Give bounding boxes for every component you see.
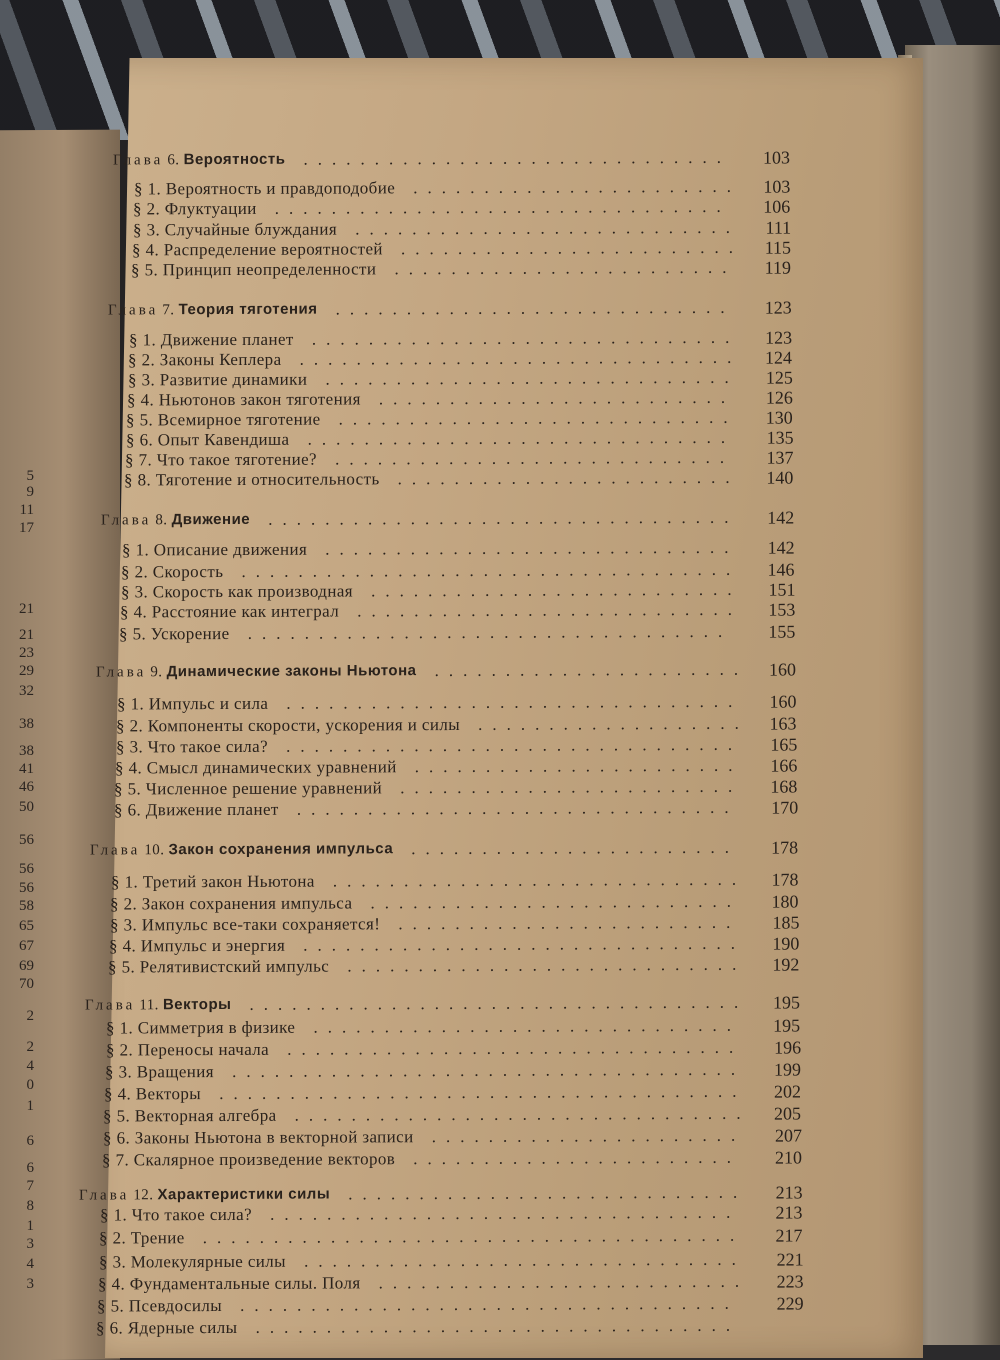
page-number: 142 [734, 506, 794, 528]
chapter-number: 11. [135, 997, 163, 1013]
page-number: 192 [740, 953, 800, 975]
left-margin-number: 38 [19, 743, 34, 760]
section-title: § 4. Векторы [104, 1083, 201, 1105]
chapter-title [113, 149, 286, 172]
chapter-prefix: Глава [90, 842, 140, 858]
chapter-name: Теория тяготения [179, 301, 318, 319]
page-number: 217 [743, 1224, 803, 1246]
page-number: 170 [738, 797, 798, 819]
left-margin-number: 65 [19, 918, 34, 935]
page-number: 180 [739, 890, 799, 912]
page-number: 151 [735, 579, 795, 601]
chapter-number: 12. [129, 1187, 157, 1203]
chapter-prefix: Глава [108, 302, 158, 318]
chapter-number: 7. [158, 302, 178, 318]
page-number: 124 [732, 347, 792, 369]
dot-leader: ........................ [395, 257, 737, 280]
page-number: 160 [736, 658, 796, 680]
section-title: § 2. Законы Кеплера [128, 349, 282, 372]
dot-leader: ............................ [339, 407, 738, 431]
page-number: 119 [731, 257, 791, 279]
page-number: 103 [730, 147, 790, 169]
dot-leader: ................................. [270, 1202, 740, 1226]
chapter-title [101, 509, 250, 532]
page-number: 207 [742, 1124, 802, 1146]
page-number: 115 [731, 237, 791, 259]
section-title: § 5. Векторная алгебра [103, 1105, 277, 1128]
section-title: § 5. Численное решение уравнений [114, 777, 382, 800]
page-number: 213 [742, 1181, 802, 1203]
dot-leader: .......................... [371, 891, 742, 915]
page-number: 130 [733, 407, 793, 429]
left-margin-number: 2 [27, 1039, 35, 1056]
section-title: § 1. Описание движения [122, 539, 307, 562]
dot-leader: .................................. [248, 621, 733, 645]
dot-leader: ............................ [348, 1182, 747, 1206]
section-title: § 2. Компоненты скорости, ускорения и силы [116, 714, 460, 738]
dot-leader: ........................ [401, 237, 743, 260]
toc-section-row [96, 1314, 804, 1339]
dot-leader: ............................. [333, 869, 746, 893]
toc-chapter-row [96, 658, 796, 683]
chapter-prefix: Глава [79, 1187, 129, 1203]
dot-leader: .............................. [303, 147, 731, 171]
page-number: 137 [734, 447, 794, 469]
dot-leader: ............................ [336, 297, 735, 321]
left-margin-number: 56 [19, 861, 34, 878]
left-margin-number: 58 [19, 898, 34, 915]
left-margin-number: 32 [19, 683, 34, 700]
dot-leader: ........................... [355, 217, 740, 241]
toc-section-row [106, 1014, 800, 1039]
chapter-number: 9. [146, 664, 166, 680]
page-number: 165 [737, 734, 797, 756]
section-title: § 4. Распределение вероятностей [132, 238, 383, 261]
chapter-title [90, 838, 393, 861]
section-title: § 4. Смысл динамических уравнений [115, 756, 397, 779]
dot-leader: ....................... [415, 755, 743, 778]
toc-section-row [114, 797, 798, 822]
page-number: 123 [732, 327, 792, 349]
toc-section-row [103, 1124, 802, 1149]
section-title: § 6. Движение планет [114, 799, 279, 822]
page-number: 223 [743, 1270, 803, 1292]
chapter-name: Закон сохранения импульса [169, 840, 394, 858]
page-number: 221 [743, 1248, 803, 1270]
dot-leader: ................................ [286, 691, 742, 715]
chapter-name: Движение [172, 511, 251, 528]
section-title: § 1. Вероятность и правдоподобие [134, 177, 395, 200]
toc-section-row [119, 621, 795, 646]
dot-leader: ....................... [411, 837, 739, 860]
toc-section-row [131, 257, 791, 282]
section-title: § 3. Что такое сила? [116, 736, 268, 759]
section-title: § 3. Импульс все-таки сохраняется! [110, 913, 380, 936]
dot-leader: ........................ [398, 467, 740, 490]
section-title: § 5. Псевдосилы [97, 1295, 222, 1318]
left-margin-number: 5 [27, 468, 35, 485]
dot-leader: ...................................... [203, 1225, 745, 1249]
dot-leader: ........................... [357, 599, 742, 623]
left-margin-number: 1 [27, 1098, 35, 1115]
section-title: § 5. Всемирное тяготение [126, 409, 321, 432]
dot-leader: ................................... [240, 1293, 739, 1317]
chapter-prefix: Глава [85, 997, 135, 1013]
page-number: 111 [731, 217, 791, 239]
dot-leader: .............................. [314, 1015, 742, 1039]
page-number: 146 [735, 559, 795, 581]
page-number: 126 [733, 387, 793, 409]
left-margin-number: 29 [19, 663, 34, 680]
section-title: § 2. Закон сохранения импульса [110, 892, 352, 915]
dot-leader: ................... [478, 713, 749, 736]
section-title: § 4. Ньютонов закон тяготения [127, 388, 361, 411]
chapter-number: 10. [140, 842, 168, 858]
left-margin-number: 70 [19, 976, 34, 993]
toc-section-row [111, 869, 799, 894]
dot-leader: ....................... [413, 1147, 741, 1170]
chapter-prefix: Глава [101, 512, 151, 528]
chapter-title [108, 299, 318, 322]
dot-leader: .................................. [256, 1315, 741, 1339]
toc-section-row [104, 1080, 801, 1105]
section-title: § 2. Флуктуации [133, 198, 257, 221]
dot-leader: .......................... [371, 579, 742, 603]
chapter-name: Динамические законы Ньютона [167, 662, 417, 680]
dot-leader: .......................... [378, 1271, 749, 1295]
page-number: 195 [740, 1014, 800, 1036]
left-margin-number: 4 [27, 1256, 35, 1273]
left-margin-number: 9 [27, 484, 35, 501]
chapter-number: 8. [151, 512, 171, 528]
toc-chapter-row [90, 836, 798, 861]
section-title: § 7. Скалярное произведение векторов [102, 1148, 395, 1171]
left-margin-number: 2 [27, 1008, 35, 1025]
left-margin-number: 41 [19, 761, 34, 778]
left-margin-number: 17 [19, 520, 34, 537]
left-margin-number: 11 [20, 502, 34, 519]
page-number: 123 [732, 297, 792, 319]
section-title: § 6. Опыт Кавендиша [126, 429, 290, 452]
page-number: 168 [737, 776, 797, 798]
toc-section-row [100, 1201, 803, 1226]
chapter-name: Векторы [163, 996, 232, 1013]
page-number: 163 [737, 713, 797, 735]
dot-leader: ....................... [413, 176, 741, 199]
page-number: 155 [736, 621, 796, 643]
page-number: 178 [738, 836, 798, 858]
left-margin-number: 21 [19, 627, 34, 644]
left-margin-number: 21 [19, 601, 34, 618]
section-title: § 2. Трение [99, 1227, 185, 1249]
section-title: § 1. Третий закон Ньютона [111, 871, 315, 894]
section-title: § 3. Вращения [105, 1061, 214, 1083]
section-title: § 3. Молекулярные силы [99, 1251, 286, 1274]
left-margin-number: 1 [27, 1218, 35, 1235]
section-title: § 6. Ядерные силы [96, 1317, 238, 1340]
dot-leader: ...................... [431, 1125, 745, 1148]
page-number: 142 [735, 537, 795, 559]
page-number: 160 [736, 691, 796, 713]
chapter-prefix: Глава [113, 152, 163, 168]
section-title: § 3. Случайные блуждания [133, 219, 337, 242]
page-number: 125 [733, 367, 793, 389]
dot-leader: ............................... [300, 347, 742, 371]
dot-leader: ................................. [268, 507, 738, 531]
page-number: 196 [741, 1036, 801, 1058]
dot-leader: ................................ [287, 1037, 743, 1061]
dot-leader: ........................ [398, 912, 740, 935]
section-title: § 1. Движение планет [129, 329, 294, 352]
section-title: § 5. Релятивистский импульс [108, 956, 329, 979]
left-margin-number: 46 [19, 779, 34, 796]
toc-chapter-row [101, 506, 794, 531]
dot-leader: ............................. [325, 537, 738, 561]
section-title: § 6. Законы Ньютона в векторной записи [103, 1126, 414, 1149]
page-number: 106 [731, 196, 791, 218]
left-margin-number: 7 [27, 1178, 35, 1195]
toc-section-row [99, 1224, 803, 1249]
toc-section-row [108, 953, 799, 978]
dot-leader: ...................... [435, 659, 749, 682]
page-number: 178 [739, 869, 799, 891]
page-number: 140 [734, 467, 794, 489]
page-number: 199 [741, 1058, 801, 1080]
left-margin-number: 56 [19, 832, 34, 849]
toc-chapter-row [108, 297, 792, 322]
dot-leader: ............................ [335, 447, 734, 471]
left-margin-number: 8 [27, 1198, 35, 1215]
dot-leader: ................................ [275, 196, 731, 220]
section-title: § 4. Фундаментальные силы. Поля [98, 1272, 361, 1295]
toc-section-row [105, 1058, 801, 1083]
toc-section-row [106, 1036, 801, 1061]
toc-chapter-row [85, 991, 800, 1016]
chapter-prefix: Глава [96, 664, 146, 680]
page-number: 205 [741, 1102, 801, 1124]
dot-leader: .................................... [232, 1059, 745, 1083]
section-title: § 1. Импульс и сила [117, 693, 268, 716]
chapter-title [96, 660, 417, 683]
page-number: 190 [739, 932, 799, 954]
dot-leader: ............................ [348, 954, 747, 978]
page-number: 229 [744, 1292, 804, 1314]
dot-leader: ......................... [379, 387, 735, 411]
left-margin-number: 0 [27, 1077, 35, 1094]
dot-leader: ................................ [286, 734, 742, 758]
left-margin-number: 69 [19, 958, 34, 975]
page-number: 166 [737, 755, 797, 777]
page-number: 135 [733, 427, 793, 449]
left-margin-number: 23 [19, 645, 34, 662]
section-title: § 4. Расстояние как интеграл [120, 601, 339, 624]
left-margin-number: 67 [19, 938, 34, 955]
page-number: 202 [741, 1080, 801, 1102]
page-number: 185 [739, 911, 799, 933]
toc-section-row [103, 1102, 801, 1127]
toc-chapter-row [113, 147, 790, 172]
dot-leader: ........................ [400, 776, 742, 799]
dot-leader: .............................. [307, 427, 735, 451]
toc-section-row [117, 691, 797, 716]
left-margin-number: 3 [27, 1276, 35, 1293]
left-margin-number: 56 [19, 880, 34, 897]
section-title: § 3. Развитие динамики [128, 369, 307, 392]
toc-section-row [98, 1270, 804, 1295]
toc-section-row [97, 1292, 804, 1317]
dot-leader: ............................... [296, 797, 738, 821]
dot-leader: .............................. [312, 327, 740, 351]
section-title: § 5. Принцип неопределенности [131, 258, 376, 281]
section-title: § 2. Скорость [121, 561, 223, 583]
section-title: § 5. Ускорение [119, 623, 230, 645]
left-margin-number: 6 [27, 1133, 35, 1150]
toc-section-row [122, 537, 795, 562]
section-title: § 1. Симметрия в физике [106, 1017, 295, 1040]
page-number: 195 [740, 991, 800, 1013]
left-margin-number: 4 [27, 1058, 35, 1075]
section-title: § 3. Скорость как производная [121, 580, 353, 603]
dot-leader: ................................... [242, 559, 741, 583]
dot-leader: ............................. [325, 367, 738, 391]
left-margin-number: 3 [27, 1236, 35, 1253]
dot-leader: ................................ [295, 1103, 751, 1127]
toc-section-row [102, 1146, 802, 1171]
section-title: § 1. Что такое сила? [100, 1204, 252, 1227]
toc-section-row [124, 467, 793, 492]
page-number: 210 [742, 1146, 802, 1168]
left-margin-number: 6 [27, 1160, 35, 1177]
dot-leader: ............................... [304, 1249, 746, 1273]
toc-section-row [120, 599, 795, 624]
section-title: § 8. Тяготение и относительность [124, 468, 380, 491]
chapter-title [85, 994, 232, 1017]
page-number: 213 [743, 1201, 803, 1223]
chapter-name: Вероятность [184, 151, 286, 168]
chapter-name: Характеристики силы [157, 1185, 330, 1203]
left-margin-number: 38 [19, 716, 34, 733]
page-number: 153 [735, 599, 795, 621]
page-number: 103 [730, 176, 790, 198]
section-title: § 2. Переносы начала [106, 1039, 269, 1062]
dot-leader: ..................................... [219, 1081, 746, 1105]
section-title: § 4. Импульс и энергия [109, 935, 285, 958]
dot-leader: ................................... [250, 992, 749, 1016]
section-title: § 7. Что такое тяготение? [125, 449, 317, 472]
chapter-number: 6. [163, 152, 183, 168]
dot-leader: ............................... [303, 933, 745, 957]
left-margin-number: 50 [19, 799, 34, 816]
toc-section-row [99, 1248, 804, 1273]
